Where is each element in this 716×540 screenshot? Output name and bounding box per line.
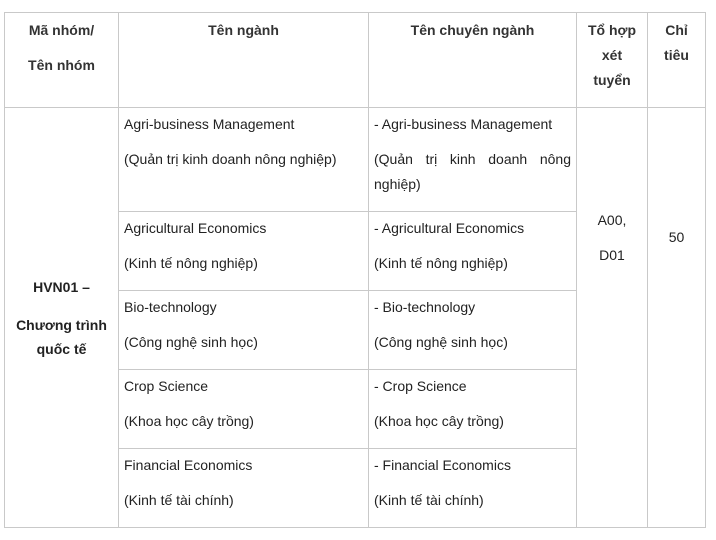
table-row (5, 108, 706, 212)
group-name-cell: HVN01 – Chương trình quốc tế (5, 108, 119, 528)
major-cell: Financial Economics (Kinh tế tài chính) (119, 449, 369, 528)
major-cell: Bio-technology (Công nghệ sinh học) (119, 291, 369, 370)
major-cell: Agri-business Management (Quản trị kinh doanh nông nghiệp) (119, 108, 369, 212)
specialization-cell: - Bio-technology (Công nghệ sinh học) (369, 291, 577, 370)
header-specialization: Tên chuyên ngành (369, 13, 577, 108)
specialization-cell: - Agricultural Economics (Kinh tế nông nghiệp) (369, 212, 577, 291)
major-cell: Agricultural Economics (Kinh tế nông nghiệp) (119, 212, 369, 291)
subject-combination-cell: A00, D01 (577, 108, 648, 528)
specialization-cell: - Agri-business Management (Quản trị kinh doanh nông nghiệp) (369, 108, 577, 212)
header-subject-combination: Tổ hợp xét tuyển (577, 13, 648, 108)
table-header-row (5, 13, 706, 108)
major-cell: Crop Science (Khoa học cây trồng) (119, 370, 369, 449)
specialization-cell: - Crop Science (Khoa học cây trồng) (369, 370, 577, 449)
header-quota: Chỉ tiêu (648, 13, 706, 108)
quota-cell: 50 (648, 108, 706, 528)
admissions-table (4, 12, 706, 528)
specialization-cell: - Financial Economics (Kinh tế tài chính) (369, 449, 577, 528)
header-group-code: Mã nhóm/ Tên nhóm (5, 13, 119, 108)
header-major: Tên ngành (119, 13, 369, 108)
